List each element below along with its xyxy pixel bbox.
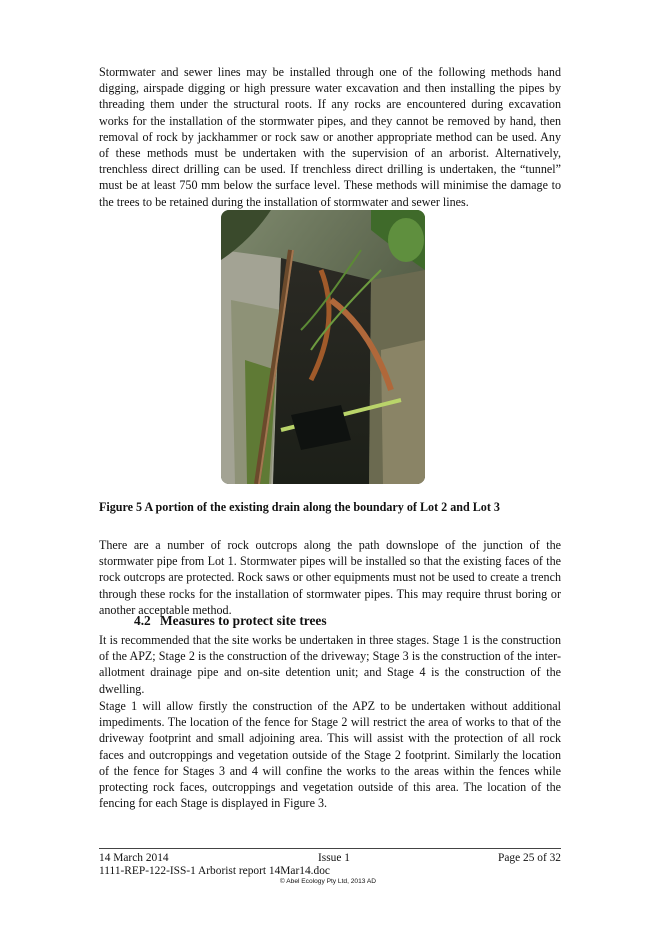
footer-divider bbox=[99, 848, 561, 849]
section-number: 4.2 bbox=[134, 613, 151, 628]
footer-copyright: © Abel Ecology Pty Ltd, 2013 AD bbox=[279, 878, 377, 885]
paragraph-stage-fencing: Stage 1 will allow firstly the construction of the APZ to be undertaken without additional impediments. The location of the fence for Stage 2 will restrict the area of works to that of the driveway footprint and small adjoining area. This will assist with the protection of all rock faces and outcroppings and vegetation outside of the Stage 2 footprint. Similarly the location of the fence for Stages 3 and 4 will confine the works to the areas within the fences while protecting rock faces, outcroppings and vegetation outside of this area. The location of the fencing for each Stage is displayed in Figure 3. bbox=[99, 699, 561, 811]
footer-issue: Issue 1 bbox=[318, 852, 350, 864]
paragraph-stages: It is recommended that the site works be undertaken in three stages. Stage 1 is the construction of the APZ; Stage 2 is the construction of the driveway; Stage 3 is the construction of the inter-allotment drainage pipe and on-site detention unit; and Stage 4 is the construction of the dwelling. bbox=[99, 633, 561, 696]
figure-caption: Figure 5 A portion of the existing drain along the boundary of Lot 2 and Lot 3 bbox=[99, 500, 500, 514]
paragraph-drainage-methods: Stormwater and sewer lines may be installed through one of the following methods hand digging, airspade digging or high pressure water excavation and then installing the pipes by threading them under the structural roots. If any rocks are encountered during excavation works for the installation of the stormwater pipes, and they cannot be removed by hand, then removal of rock by jackhammer or rock saw or another appropriate method can be used. Any of these methods must be undertaken with the supervision of an arborist. Alternatively, trenchless direct drilling can be used. If trenchless direct drilling is undertaken, the “tunnel” must be at least 750 mm below the surface level. These methods will minimise the damage to the trees to be retained during the installation of stormwater and sewer lines. bbox=[99, 65, 561, 209]
paragraph-rock-outcrops: There are a number of rock outcrops along the path downslope of the junction of the stormwater pipe from Lot 1. Stormwater pipes will be installed so that the existing faces of the rock outcrops are protected. Rock saws or other equipments must not be used to create a trench through these rocks for the installation of stormwater pipes. This may require thrust boring or another acceptable method. bbox=[99, 538, 561, 617]
section-heading bbox=[134, 613, 327, 629]
footer-page-number: Page 25 of 32 bbox=[498, 852, 561, 864]
footer-document-name: 1111-REP-122-ISS-1 Arborist report 14Mar14.doc bbox=[99, 865, 330, 877]
drain-photo bbox=[221, 210, 425, 484]
section-title: Measures to protect site trees bbox=[160, 613, 327, 628]
footer-date: 14 March 2014 bbox=[99, 852, 169, 864]
